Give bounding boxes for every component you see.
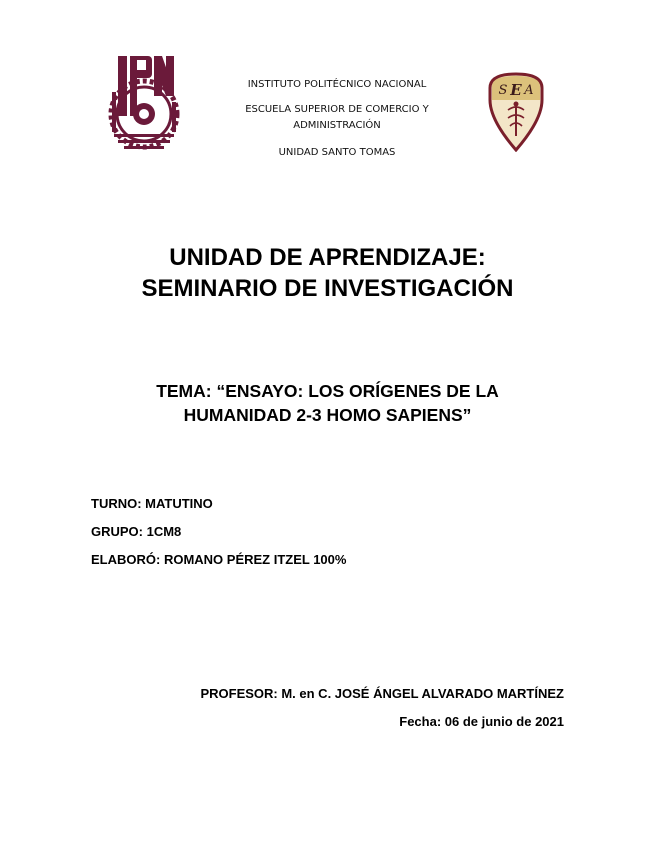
svg-text:E: E <box>510 81 522 99</box>
topic-rest: : LOS ORÍGENES DE LA <box>297 381 499 401</box>
professor-field: PROFESOR: M. en C. JOSÉ ÁNGEL ALVARADO MARTÍNEZ <box>200 686 564 701</box>
topic-line1 <box>80 379 575 403</box>
author-field: ELABORÓ: ROMANO PÉREZ ITZEL 100% <box>91 552 347 567</box>
shift-field: TURNO: MATUTINO <box>91 496 213 511</box>
topic <box>80 379 575 427</box>
school-name <box>232 102 442 134</box>
esca-shield-icon <box>486 70 546 152</box>
ipn-logo-icon <box>108 52 180 154</box>
group-field: GRUPO: 1CM8 <box>91 524 182 539</box>
unit-name: UNIDAD SANTO TOMAS <box>278 147 396 158</box>
course-title <box>60 242 595 304</box>
svg-text:A: A <box>524 83 534 98</box>
svg-text:S: S <box>498 83 508 98</box>
topic-label: TEMA: “ENSAYO <box>156 381 298 401</box>
course-title-line2: SEMINARIO DE INVESTIGACIÓN <box>141 275 514 302</box>
topic-line2: HUMANIDAD 2-3 HOMO SAPIENS” <box>183 405 472 425</box>
course-title-line1: UNIDAD DE APRENDIZAJE: <box>169 244 486 271</box>
school-name-line1: ESCUELA SUPERIOR DE COMERCIO Y <box>245 104 429 115</box>
school-name-line2: ADMINISTRACIÓN <box>293 120 381 131</box>
institution-name: INSTITUTO POLITÉCNICO NACIONAL <box>247 79 427 90</box>
date-field: Fecha: 06 de junio de 2021 <box>399 714 564 729</box>
